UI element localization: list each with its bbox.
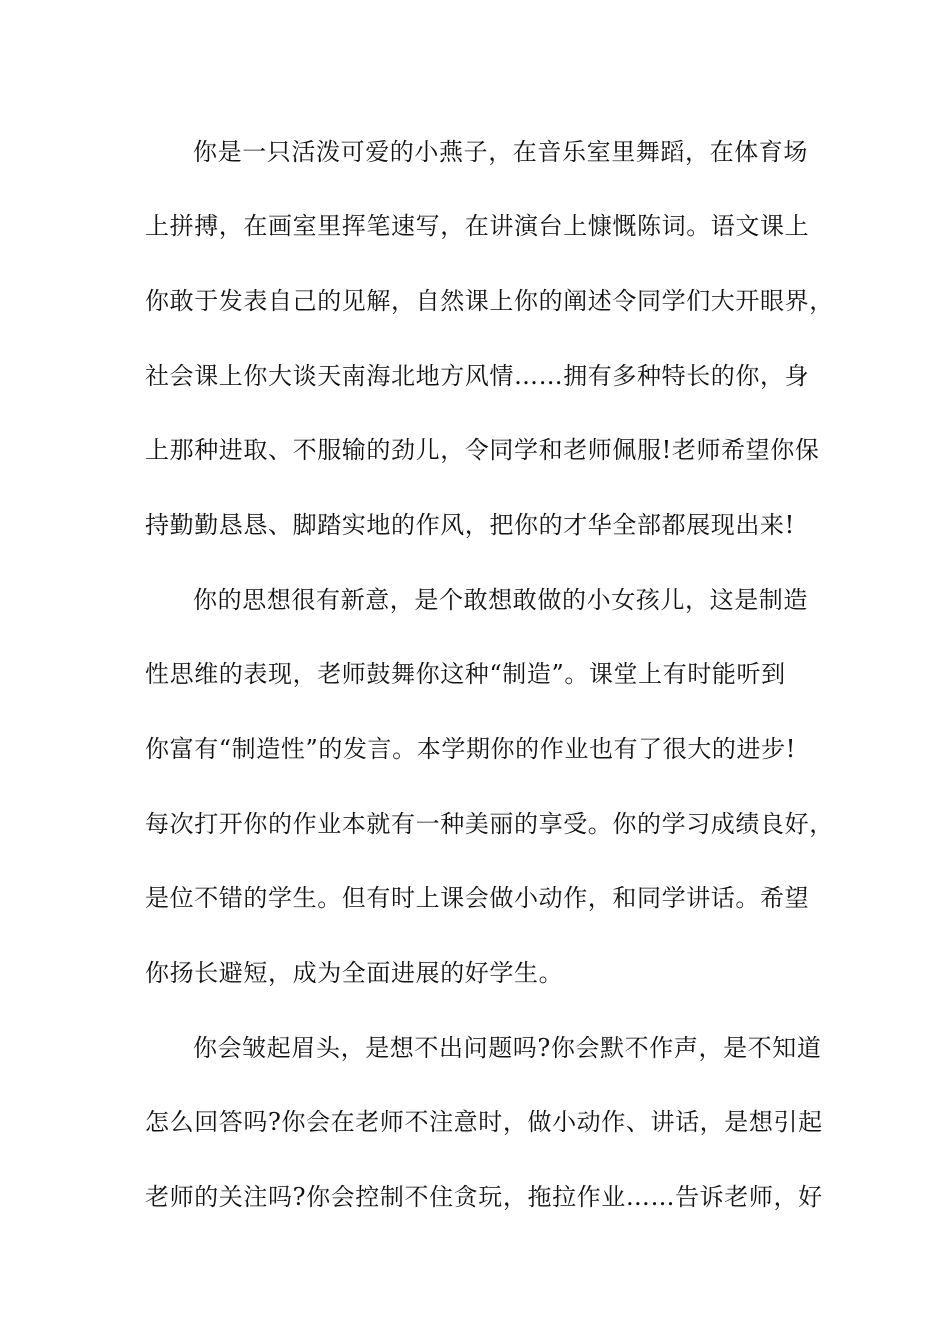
paragraph-2-line-2: 性思维的表现，老师鼓舞你这种“制造”。课堂上有时能听到 <box>145 660 786 688</box>
paragraph-1-line-4: 社会课上你大谈天南海北地方风情……拥有多种特长的你，身 <box>145 362 810 390</box>
paragraph-3-line-1: 你会皱起眉头，是想不出问题吗?你会默不作声，是不知道 <box>193 1034 822 1062</box>
paragraph-3-line-2: 怎么回答吗?你会在老师不注意时，做小动作、讲话，是想引起 <box>145 1108 823 1136</box>
paragraph-1-line-5: 上那种进取、不服输的劲儿，令同学和老师佩服!老师希望你保 <box>145 436 820 464</box>
paragraph-1-line-2: 上拼搏，在画室里挥笔速写，在讲演台上慷慨陈词。语文课上 <box>145 212 810 240</box>
paragraph-1-line-1: 你是一只活泼可爱的小燕子，在音乐室里舞蹈，在体育场 <box>193 138 808 166</box>
paragraph-2-line-3: 你富有“制造性”的发言。本学期你的作业也有了很大的进步! <box>145 735 796 763</box>
paragraph-2-line-1: 你的思想很有新意，是个敢想敢做的小女孩儿，这是制造 <box>193 586 808 614</box>
paragraph-2-line-4: 每次打开你的作业本就有一种美丽的享受。你的学习成绩良好， <box>145 810 834 838</box>
paragraph-2-line-6: 你扬长避短，成为全面进展的好学生。 <box>145 959 564 987</box>
paragraph-1-line-3: 你敢于发表自己的见解，自然课上你的阐述令同学们大开眼界， <box>145 287 834 315</box>
paragraph-2-line-5: 是位不错的学生。但有时上课会做小动作，和同学讲话。希望 <box>145 884 810 912</box>
paragraph-1-line-6: 持勤勤恳恳、脚踏实地的作风，把你的才华全部都展现出来! <box>145 511 795 539</box>
paragraph-3-line-3: 老师的关注吗?你会控制不住贪玩，拖拉作业……告诉老师，好 <box>145 1183 823 1211</box>
